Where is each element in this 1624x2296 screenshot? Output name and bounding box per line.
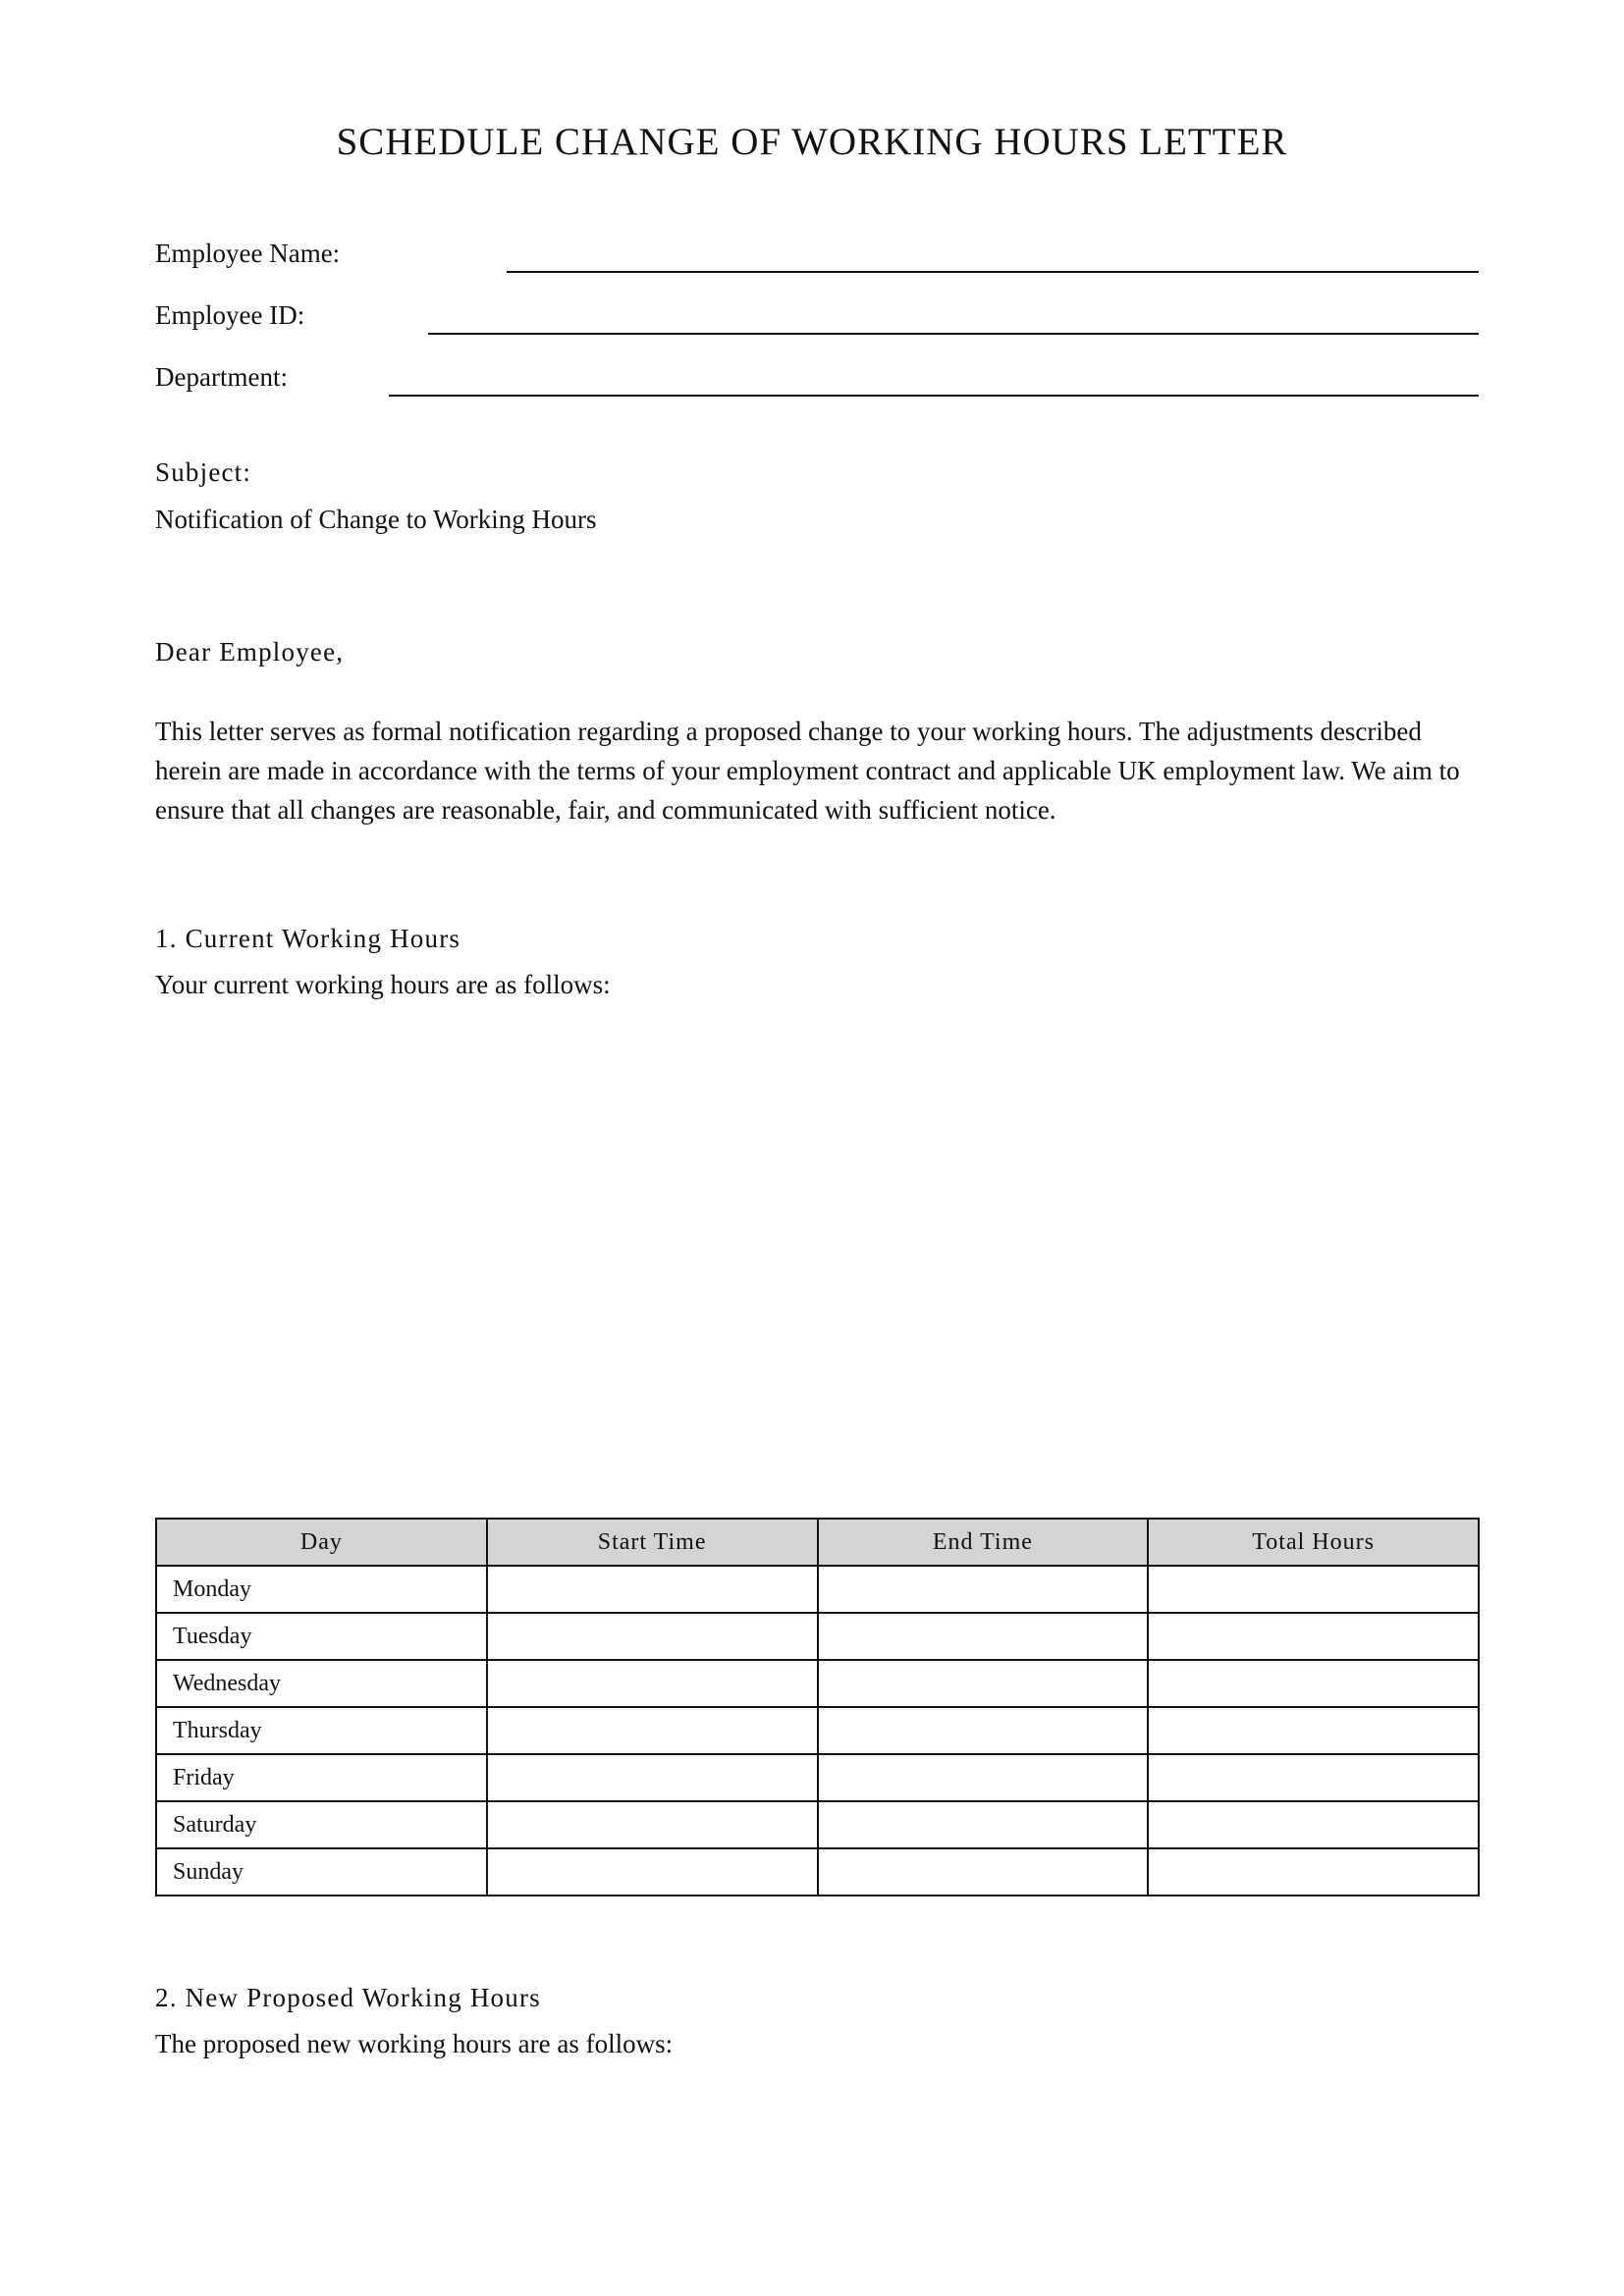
end-time-cell[interactable] xyxy=(818,1801,1149,1848)
employee-id-field[interactable] xyxy=(428,333,1479,335)
employee-id-label: Employee ID: xyxy=(155,300,305,330)
start-time-cell[interactable] xyxy=(487,1754,818,1801)
page-title: SCHEDULE CHANGE OF WORKING HOURS LETTER xyxy=(336,121,1288,163)
intro-paragraph: This letter serves as formal notification regarding a proposed change to your working hours. The adjustments described herein are made in accordance with the terms of your employment contract and applicable UK employment law. We aim to ensure that all changes are reasonable, fair, and communicated with sufficient notice. xyxy=(155,717,1460,825)
employee-name-label: Employee Name: xyxy=(155,239,341,268)
start-time-cell[interactable] xyxy=(487,1660,818,1707)
end-time-cell[interactable] xyxy=(818,1754,1149,1801)
end-time-cell[interactable] xyxy=(818,1660,1149,1707)
table-row xyxy=(156,1754,1479,1801)
employee-name-field[interactable] xyxy=(507,271,1479,273)
subject-text: Notification of Change to Working Hours xyxy=(155,505,597,534)
table-row xyxy=(156,1613,1479,1660)
header-day: Day xyxy=(156,1519,487,1566)
table-header-row xyxy=(156,1519,1479,1566)
end-time-cell[interactable] xyxy=(818,1566,1149,1613)
total-hours-cell[interactable] xyxy=(1148,1613,1479,1660)
section1-text: Your current working hours are as follows: xyxy=(155,970,611,999)
table-row xyxy=(156,1660,1479,1707)
subject-label: Subject: xyxy=(155,457,252,487)
header-end-time: End Time xyxy=(818,1519,1149,1566)
greeting: Dear Employee, xyxy=(155,637,345,667)
day-cell: Sunday xyxy=(156,1848,487,1896)
start-time-cell[interactable] xyxy=(487,1566,818,1613)
section2-text: The proposed new working hours are as follows: xyxy=(155,2029,674,2058)
table-row xyxy=(156,1801,1479,1848)
working-hours-table xyxy=(155,1518,1480,1896)
total-hours-cell[interactable] xyxy=(1148,1566,1479,1613)
start-time-cell[interactable] xyxy=(487,1801,818,1848)
employee-id-row xyxy=(155,297,1479,337)
day-cell: Wednesday xyxy=(156,1660,487,1707)
department-field[interactable] xyxy=(389,395,1479,397)
total-hours-cell[interactable] xyxy=(1148,1848,1479,1896)
header-start-time: Start Time xyxy=(487,1519,818,1566)
start-time-cell[interactable] xyxy=(487,1707,818,1754)
end-time-cell[interactable] xyxy=(818,1707,1149,1754)
day-cell: Friday xyxy=(156,1754,487,1801)
day-cell: Saturday xyxy=(156,1801,487,1848)
table-row xyxy=(156,1566,1479,1613)
header-total-hours: Total Hours xyxy=(1148,1519,1479,1566)
department-label: Department: xyxy=(155,362,288,392)
employee-name-row xyxy=(155,236,1479,275)
day-cell: Monday xyxy=(156,1566,487,1613)
section2-heading: 2. New Proposed Working Hours xyxy=(155,1983,541,2012)
end-time-cell[interactable] xyxy=(818,1613,1149,1660)
total-hours-cell[interactable] xyxy=(1148,1707,1479,1754)
total-hours-cell[interactable] xyxy=(1148,1754,1479,1801)
table-row xyxy=(156,1848,1479,1896)
section1-heading: 1. Current Working Hours xyxy=(155,924,461,953)
start-time-cell[interactable] xyxy=(487,1848,818,1896)
total-hours-cell[interactable] xyxy=(1148,1801,1479,1848)
total-hours-cell[interactable] xyxy=(1148,1660,1479,1707)
day-cell: Tuesday xyxy=(156,1613,487,1660)
start-time-cell[interactable] xyxy=(487,1613,818,1660)
table-row xyxy=(156,1707,1479,1754)
day-cell: Thursday xyxy=(156,1707,487,1754)
department-row xyxy=(155,359,1479,399)
end-time-cell[interactable] xyxy=(818,1848,1149,1896)
